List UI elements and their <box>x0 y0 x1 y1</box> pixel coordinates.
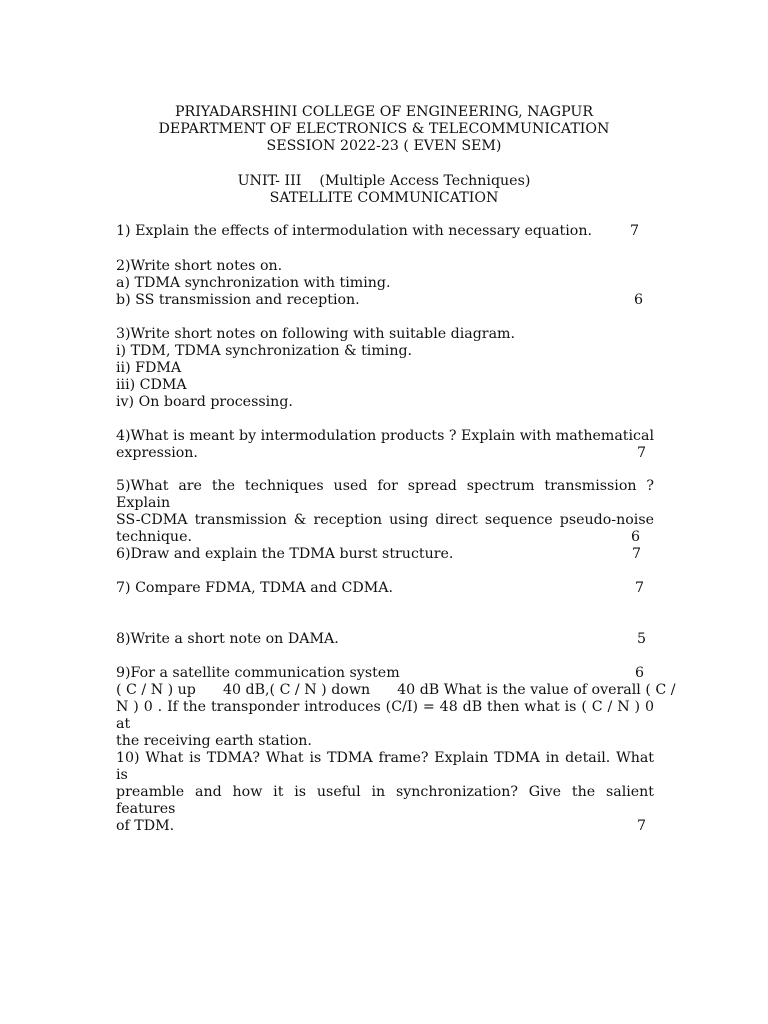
question-4-marks: 7 <box>637 445 647 461</box>
question-9-line-3: N ) 0 . If the transponder introduces (C/I) = 48 dB then what is ( C / N ) 0 at <box>116 699 654 732</box>
department-name: DEPARTMENT OF ELECTRONICS & TELECOMMUNICATION <box>158 121 610 137</box>
session-label: SESSION 2022-23 ( EVEN SEM) <box>266 138 502 154</box>
question-3-part-ii: ii) FDMA <box>116 360 182 376</box>
question-10-line-3-row <box>116 818 654 835</box>
question-2-part-a: a) TDMA synchronization with timing. <box>116 275 391 291</box>
question-8 <box>116 631 654 648</box>
question-5-line-3-row <box>116 529 654 546</box>
question-3-part-iii: iii) CDMA <box>116 377 187 393</box>
question-9-line-1-row <box>116 665 654 682</box>
question-6-row <box>116 546 654 563</box>
question-7-text: 7) Compare FDMA, TDMA and CDMA. <box>116 580 393 596</box>
question-5-line-3: technique. <box>116 529 192 545</box>
question-10 <box>116 750 654 835</box>
question-1 <box>116 223 654 240</box>
question-9-line-1: 9)For a satellite communication system <box>116 665 400 681</box>
question-2-text: 2)Write short notes on. <box>116 258 283 274</box>
question-6-text: 6)Draw and explain the TDMA burst structure. <box>116 546 454 562</box>
question-10-line-2: preamble and how it is useful in synchronization? Give the salient features <box>116 784 654 817</box>
question-9 <box>116 665 676 750</box>
question-5 <box>116 478 654 546</box>
question-10-marks: 7 <box>637 818 647 834</box>
question-7 <box>116 580 654 597</box>
question-10-line-3: of TDM. <box>116 818 175 834</box>
question-2-part-b: b) SS transmission and reception. <box>116 292 360 308</box>
question-4-line-2-row <box>116 445 654 462</box>
question-7-row <box>116 580 654 597</box>
question-1-marks: 7 <box>630 223 640 239</box>
question-2 <box>116 258 654 309</box>
question-8-text: 8)Write a short note on DAMA. <box>116 631 339 647</box>
question-1-text <box>116 223 654 240</box>
question-4-line-1: 4)What is meant by intermodulation products ? Explain with mathematical <box>116 428 654 444</box>
subject-title: SATELLITE COMMUNICATION <box>269 190 499 206</box>
question-3-part-iv: iv) On board processing. <box>116 394 293 410</box>
question-7-marks: 7 <box>635 580 645 596</box>
question-6-marks: 7 <box>632 546 642 562</box>
question-4 <box>116 428 654 462</box>
question-8-row <box>116 631 654 648</box>
question-4-line-2: expression. <box>116 445 198 461</box>
question-5-line-2: SS-CDMA transmission & reception using direct sequence pseudo-noise <box>116 512 654 528</box>
question-9-line-4: the receiving earth station. <box>116 733 312 749</box>
question-5-line-1: 5)What are the techniques used for spread spectrum transmission ? Explain <box>116 478 654 511</box>
unit-header <box>0 173 768 207</box>
unit-title: UNIT- III (Multiple Access Techniques) <box>237 173 531 189</box>
question-3 <box>116 326 654 411</box>
question-6 <box>116 546 654 563</box>
question-5-marks: 6 <box>631 529 641 545</box>
question-2-part-b-row <box>116 292 654 309</box>
question-2-marks: 6 <box>634 292 644 308</box>
question-9-line-2: ( C / N ) up 40 dB,( C / N ) down 40 dB What is the value of overall ( C / <box>116 682 676 698</box>
college-name: PRIYADARSHINI COLLEGE OF ENGINEERING, NAGPUR <box>174 104 594 120</box>
question-9-marks: 6 <box>635 665 645 681</box>
question-10-line-1: 10) What is TDMA? What is TDMA frame? Explain TDMA in detail. What is <box>116 750 654 783</box>
question-3-part-i: i) TDM, TDMA synchronization & timing. <box>116 343 413 359</box>
question-8-marks: 5 <box>637 631 647 647</box>
question-3-text: 3)Write short notes on following with suitable diagram. <box>116 326 515 342</box>
question-1-body: 1) Explain the effects of intermodulation with necessary equation. <box>116 223 592 239</box>
document-header <box>0 104 768 155</box>
